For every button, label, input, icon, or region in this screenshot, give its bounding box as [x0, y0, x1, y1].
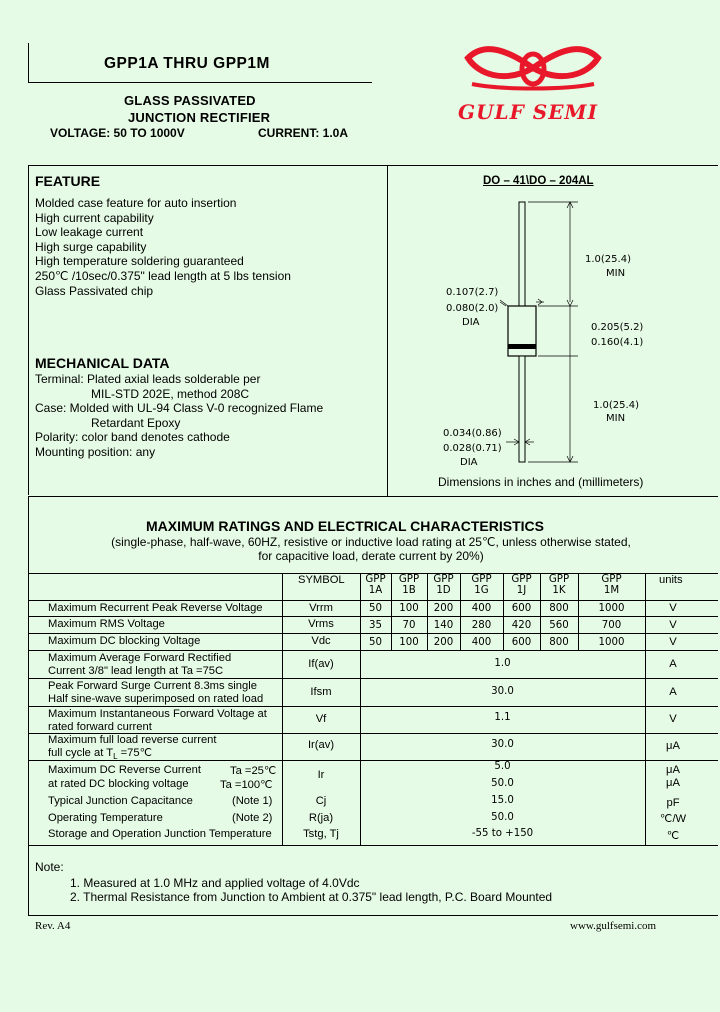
- symbol-vrrm: Vrrm: [309, 602, 333, 614]
- frame-left-top: [28, 43, 29, 83]
- value-cell: 400: [471, 637, 492, 648]
- dim-min-top: MIN: [606, 268, 626, 279]
- param-storage-temp: Storage and Operation Junction Temperature: [48, 828, 272, 840]
- param-vdc: Maximum DC blocking Voltage: [48, 635, 201, 647]
- param-cj: Typical Junction Capacitance: [48, 795, 193, 807]
- ratings-note-line2: for capacitive load, derate current by 20%): [258, 549, 484, 563]
- symbol-rja: R(ja): [308, 812, 334, 824]
- value-cell: 600: [511, 603, 532, 614]
- value-cell: 1000: [598, 637, 625, 648]
- table-rule-header: [28, 600, 718, 601]
- table-rule: [28, 633, 718, 634]
- value-tstg: -55 to +150: [471, 828, 534, 839]
- value-ifav: 1.0: [494, 658, 511, 669]
- header-rule: [28, 82, 372, 83]
- value-cell: 100: [399, 603, 419, 614]
- table-rule: [28, 706, 718, 707]
- dim-body-length-min: 0.160(4.1): [591, 337, 644, 348]
- value-cell: 1000: [598, 603, 625, 614]
- symbol-vdc: Vdc: [311, 635, 331, 647]
- header-units: units: [659, 574, 683, 586]
- value-cell: 420: [511, 620, 532, 631]
- param-vrrm: Maximum Recurrent Peak Reverse Voltage: [48, 602, 263, 614]
- value-ifsm: 30.0: [491, 686, 514, 697]
- product-title: GPP1A THRU GPP1M: [104, 55, 270, 72]
- symbol-cj: Cj: [315, 795, 327, 807]
- value-cell: 200: [433, 637, 454, 648]
- value-cell: 600: [511, 637, 532, 648]
- table-rule: [28, 678, 718, 679]
- header-symbol: SYMBOL: [298, 574, 345, 586]
- frame-left-mid: [28, 165, 29, 495]
- dimensions-caption: Dimensions in inches and (millimeters): [438, 475, 644, 489]
- param-ir-line1: Maximum DC Reverse Current: [48, 764, 201, 776]
- param-line: Half sine-wave superimposed on rated load: [48, 693, 264, 705]
- unit-vrrm: V: [669, 602, 677, 614]
- value-vf: 1.1: [494, 712, 511, 723]
- header-part-gpp1d: GPP 1D: [433, 574, 454, 596]
- header-part-gpp1a: GPP 1A: [365, 574, 386, 596]
- dim-body-dia-min: 0.080(2.0): [446, 303, 499, 314]
- value-rja: 50.0: [491, 812, 514, 823]
- feature-item: 250℃ /10sec/0.375" lead length at 5 lbs tension: [35, 268, 291, 283]
- ratings-title: MAXIMUM RATINGS AND ELECTRICAL CHARACTERISTICS: [146, 518, 544, 534]
- param-cj-note: (Note 1): [232, 795, 273, 807]
- symbol-ifav: If(av): [308, 658, 334, 670]
- dim-body-dia-label: DIA: [462, 317, 480, 328]
- dim-lead-length-bottom: 1.0(25.4): [593, 400, 639, 411]
- param-line: full cycle at $T_L$ =75℃: [48, 747, 153, 762]
- unit-ifav: A: [669, 658, 677, 670]
- param-line: Maximum full load reverse current: [48, 734, 217, 746]
- package-title: DO – 41\DO – 204AL: [483, 175, 594, 187]
- header-part-gpp1k: GPP 1K: [548, 574, 570, 596]
- dim-lead-length-top: 1.0(25.4): [585, 254, 631, 265]
- unit-ir-25c: μA: [666, 764, 680, 776]
- param-vf: [48, 708, 267, 734]
- current-rating: CURRENT: 1.0A: [258, 126, 349, 140]
- symbol-tstg: Tstg, Tj: [303, 828, 339, 840]
- param-line: rated forward current: [48, 721, 152, 733]
- feature-item: Glass Passivated chip: [35, 283, 154, 298]
- unit-rja: ℃/W: [659, 813, 687, 825]
- section-rule-mid: [28, 496, 718, 497]
- header-part-gpp1b: GPP 1B: [398, 574, 420, 596]
- value-cell: 50: [369, 603, 382, 614]
- footer-rule: [28, 915, 718, 916]
- param-operating-temp: Operating Temperature: [48, 812, 163, 824]
- unit-ir-100c: μA: [666, 777, 680, 789]
- value-ir-25c: 5.0: [494, 761, 511, 772]
- subtitle-glass-passivated: GLASS PASSIVATED: [124, 93, 256, 108]
- symbol-irav: Ir(av): [307, 739, 335, 751]
- table-rule: [28, 616, 718, 617]
- mechanical-line: Terminal: Plated axial leads solderable per: [35, 372, 261, 386]
- header-part-gpp1g: GPP 1G: [471, 574, 492, 596]
- unit-irav: μA: [666, 740, 680, 752]
- table-rule: [28, 650, 718, 651]
- mechanical-title: MECHANICAL DATA: [35, 355, 170, 371]
- param-ifav: [48, 652, 231, 678]
- feature-item: Molded case feature for auto insertion: [35, 196, 237, 210]
- dim-lead-dia-min: 0.028(0.71): [443, 443, 502, 454]
- unit-tstg: ℃: [666, 830, 680, 842]
- dim-body-length-max: 0.205(5.2): [591, 322, 644, 333]
- voltage-rating: VOLTAGE: 50 TO 1000V: [50, 126, 185, 140]
- dim-lead-dia-max: 0.034(0.86): [443, 428, 502, 439]
- mechanical-line: Polarity: color band denotes cathode: [35, 430, 230, 445]
- dim-lead-dia-label: DIA: [460, 457, 478, 468]
- feature-item: Low leakage current: [35, 225, 144, 240]
- value-cell: 200: [433, 603, 454, 614]
- value-cj: 15.0: [491, 795, 514, 806]
- param-ir-line2: at rated DC blocking voltage: [48, 778, 189, 790]
- table-rule-bottom: [28, 845, 718, 846]
- brand-name: GULF SEMI: [458, 100, 598, 124]
- dim-body-dia-max: 0.107(2.7): [446, 287, 499, 298]
- symbol-vf: Vf: [315, 713, 327, 725]
- symbol-ifsm: Ifsm: [310, 686, 332, 698]
- value-ir-100c: 50.0: [491, 778, 514, 789]
- value-cell: 560: [549, 620, 569, 631]
- unit-vrms: V: [669, 619, 677, 631]
- param-line: Peak Forward Surge Current 8.3ms single: [48, 680, 257, 692]
- section-rule-top: [28, 165, 718, 166]
- param-line: Maximum Average Forward Rectified: [48, 652, 232, 664]
- gulf-semi-logo-icon: [462, 40, 604, 98]
- note-2: 2. Thermal Resistance from Junction to Ambient at 0.375" lead length, P.C. Board Mounted: [70, 890, 553, 904]
- feature-item: High current capability: [35, 210, 154, 225]
- value-cell: 400: [471, 603, 492, 614]
- value-cell: 140: [433, 620, 454, 631]
- mechanical-line: MIL-STD 202E, method 208C: [91, 386, 250, 401]
- value-cell: 100: [399, 637, 419, 648]
- param-ir-condition1: Ta =25℃: [230, 765, 277, 777]
- header-part-gpp1m: GPP 1M: [601, 574, 622, 596]
- mechanical-list: [35, 372, 323, 460]
- note-1: 1. Measured at 1.0 MHz and applied voltage of 4.0Vdc: [70, 876, 360, 890]
- ratings-note-line1: (single-phase, half-wave, 60HZ, resistive or inductive load rating at 25℃, unless otherwise stated,: [111, 535, 631, 549]
- notes-title: Note:: [35, 860, 64, 874]
- param-line: Current 3/8" lead length at Ta =75C: [48, 665, 224, 677]
- symbol-vrms: Vrms: [308, 618, 334, 630]
- param-irav: [48, 734, 217, 763]
- value-cell: 800: [549, 637, 569, 648]
- header-part-gpp1j: GPP 1J: [511, 574, 532, 596]
- unit-vdc: V: [669, 636, 677, 648]
- value-cell: 800: [549, 603, 569, 614]
- param-vrms: Maximum RMS Voltage: [48, 618, 165, 630]
- mechanical-line: Mounting position: any: [35, 444, 156, 459]
- mechanical-line: Retardant Epoxy: [91, 415, 181, 430]
- param-line: Maximum Instantaneous Forward Voltage at: [48, 708, 267, 720]
- feature-title: FEATURE: [35, 173, 101, 189]
- feature-item: High surge capability: [35, 239, 147, 254]
- param-ir-condition2: Ta =100℃: [220, 779, 273, 791]
- value-irav: 30.0: [491, 739, 514, 750]
- value-cell: 70: [402, 620, 416, 631]
- value-cell: 700: [601, 620, 622, 631]
- unit-ifsm: A: [669, 686, 677, 698]
- value-cell: 35: [369, 620, 382, 631]
- value-cell: 50: [369, 637, 382, 648]
- mechanical-line: Case: Molded with UL-94 Class V-0 recognized Flame: [35, 401, 324, 416]
- feature-list: [35, 196, 291, 298]
- unit-cj: pF: [666, 797, 680, 809]
- symbol-ir: Ir: [317, 769, 325, 781]
- website-url: www.gulfsemi.com: [570, 920, 657, 932]
- unit-vf: V: [669, 713, 677, 725]
- dim-min-bottom: MIN: [606, 413, 626, 424]
- subtitle-junction-rectifier: JUNCTION RECTIFIER: [128, 110, 271, 125]
- param-operating-temp-note: (Note 2): [232, 812, 273, 824]
- param-ifsm: [48, 680, 263, 706]
- revision-label: Rev. A4: [35, 920, 71, 932]
- value-cell: 280: [471, 620, 492, 631]
- section-divider-vertical: [387, 165, 388, 497]
- feature-item: High temperature soldering guaranteed: [35, 254, 244, 269]
